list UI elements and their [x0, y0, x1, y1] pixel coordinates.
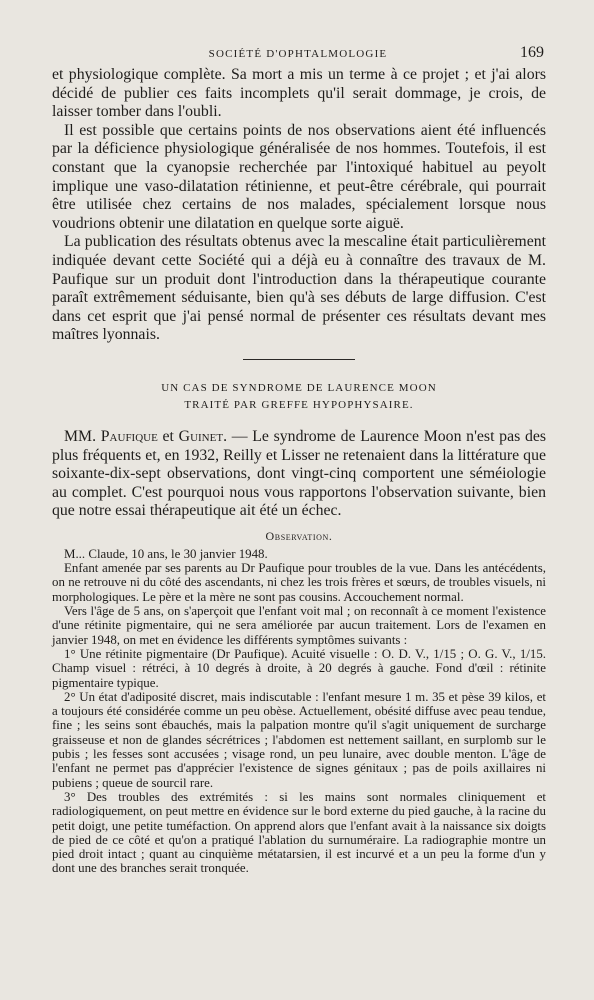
authors-prefix: MM.: [64, 427, 97, 445]
observation-line-1: M... Claude, 10 ans, le 30 janvier 1948.: [64, 546, 268, 561]
observation-item-3: 3° Des troubles des extrémités : si les mains sont normales cliniquement et radiologiquement, on peut mettre en évidence sur le bord externe du pied gauche, à la racine du petit doigt, une petite tuméfaction. On apprend alors que l'enfant avait à la naissance six doigts de pied de ce côté et qu'on a pratiqué l'ablation du surnuméraire. La radiographie montre un pied droit intact ; quant au cinquième métatarsien, il est incurvé et a un peu la forme d'un y dont une des branches serait tronquée.: [52, 789, 546, 876]
paragraph-3: La publication des résultats obtenus avec la mescaline était particulièrement indiquée devant cette Société qui a déjà eu à connaître des travaux de M. Paufique sur un produit dont l'introduction dans la thérapeutique courante paraît extrêmement séduisante, bien qu'à ses débuts de large diffusion. C'est dans cet esprit que j'ai pensé normal de présenter ces résultats devant mes maîtres lyonnais.: [52, 233, 546, 344]
section-title-line-2: TRAITÉ PAR GREFFE HYPOPHYSAIRE.: [184, 398, 414, 411]
paragraph-2: Il est possible que certains points de nos observations aient été influencés par la déficience physiologique généralisée de nos hommes. Toutefois, il est constant que la cyanopsie recherchée par l'intoxiqué habituel au peyolt implique une vaso-dilatation rétinienne, et peut-être cérébrale, qui pourrait être utilisée chez certains de nos malades, spécialement lorsque nous voudrions obtenir une dilatation en quelque sorte aiguë.: [52, 121, 546, 232]
section-intro-text: . — Le syndrome de Laurence Moon n'est pas des plus fréquents et, en 1932, Reilly et Lisser ne retenaient dans la littérature que soixante-dix-sept observations, dont vingt-cinq comportent une séméiologie au complet. C'est pourquoi nous vous rapportons l'observation suivante, bien que notre essai thérapeutique ait été un échec.: [52, 427, 547, 520]
page-body: [52, 66, 546, 876]
author-guinet: Guinet: [178, 427, 224, 445]
authors-and: et: [162, 427, 174, 445]
observation-paragraph-2: Enfant amenée par ses parents au Dr Paufique pour troubles de la vue. Dans les antécédents, on ne retrouve ni du côté des ascendants, ni chez les trois frères et sœurs, de troubles visuels, ni morphologiques. Le père et la mère ne sont pas cousins. Accouchement normal.: [52, 561, 546, 604]
section-title-line-1: UN CAS DE SYNDROME DE LAURENCE MOON: [161, 381, 437, 394]
paragraph-1: et physiologique complète. Sa mort a mis un terme à ce projet ; et j'ai alors décidé de publier ces faits incomplets qu'il serait dommage, je crois, de laisser tomber dans l'oubli.: [52, 66, 546, 121]
section-intro-paragraph: [52, 428, 546, 521]
section-divider: [243, 359, 355, 360]
observation-item-2: 2° Un état d'adiposité discret, mais indiscutable : l'enfant mesure 1 m. 35 et pèse 39 kilos, et a toujours été considérée comme un peu obèse. Actuellement, obésité diffuse avec peau tendue, fine ; les seins sont ébauchés, mais la palpation montre qu'il s'agit uniquement de surcharge graisseuse et non de glandes sécrétrices ; l'abdomen est nettement saillant, en surplomb sur le pubis ; les fesses sont accusées ; visage rond, un peu lunaire, avec double menton. L'âge de l'enfant ne permet pas d'apprécier l'existence de signes génitaux ; pas de poils axillaires ni pubiens ; queue de sourcil rare.: [52, 689, 546, 790]
page-header: [52, 44, 544, 64]
observation-item-1: 1° Une rétinite pigmentaire (Dr Paufique). Acuité visuelle : O. D. V., 1/15 ; O. G. V., 1/15. Champ visuel : rétréci, à 10 degrés à droite, à 20 degrés à gauche. Fond d'œil : rétinite pigmentaire typique.: [52, 646, 546, 690]
observation-heading: Observation.: [265, 528, 333, 543]
running-title: SOCIÉTÉ D'OPHTALMOLOGIE: [208, 48, 388, 60]
observation-paragraph-3: Vers l'âge de 5 ans, on s'aperçoit que l'enfant voit mal ; on reconnaît à ce moment l'existence d'une rétinite pigmentaire, qui ne sera améliorée par aucun traitement. Lors de l'examen en janvier 1948, on met en évidence les différents symptômes suivants :: [52, 604, 546, 647]
page-number: 169: [520, 44, 544, 61]
author-paufique: Paufique: [100, 427, 158, 445]
